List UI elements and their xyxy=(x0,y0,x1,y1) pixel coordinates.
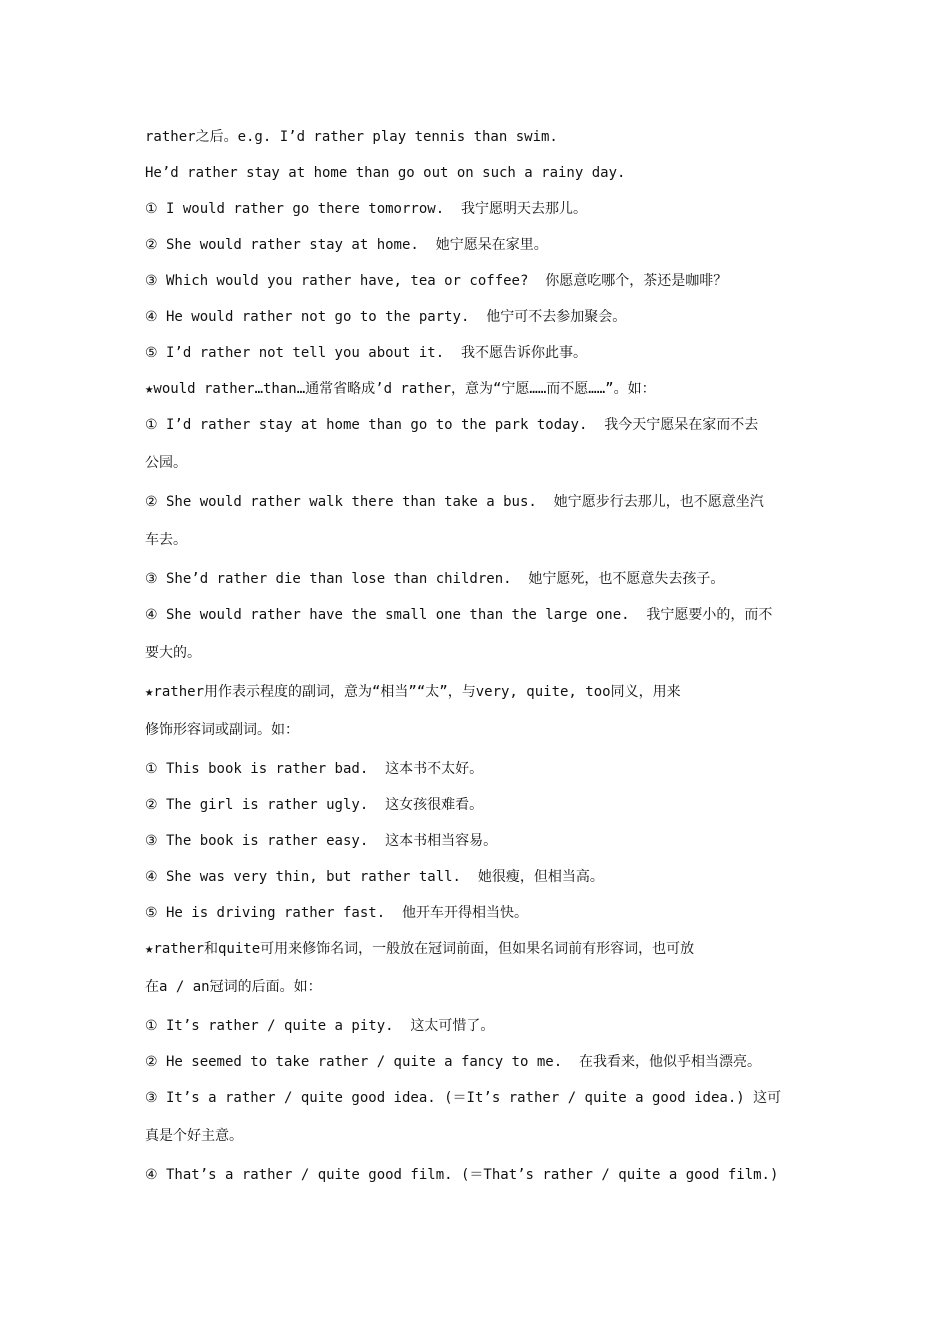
example-line: ① I’d rather stay at home than go to the park today. 我今天宁愿呆在家而不去 xyxy=(145,417,759,433)
example-line: ① I would rather go there tomorrow. 我宁愿明天去那儿。 xyxy=(145,201,587,217)
example-line: ④ That’s a rather / quite good film. (＝That’s rather / quite a good film.) xyxy=(145,1167,779,1183)
rule-heading: ★would rather…than…通常省略成’d rather，意为“宁愿……而不愿……”。如： xyxy=(145,381,656,397)
example-line: ③ She’d rather die than lose than children. 她宁愿死，也不愿意失去孩子。 xyxy=(145,571,725,587)
example-line: ② She would rather walk there than take a bus. 她宁愿步行去那儿，也不愿意坐汽 xyxy=(145,494,764,510)
example-line: ① It’s rather / quite a pity. 这太可惜了。 xyxy=(145,1018,495,1034)
text-line: rather之后。e.g. I’d rather play tennis than swim. xyxy=(145,129,558,145)
example-line: ① This book is rather bad. 这本书不太好。 xyxy=(145,761,484,777)
example-line: ④ She was very thin, but rather tall. 她很瘦，但相当高。 xyxy=(145,869,604,885)
text-line: He’d rather stay at home than go out on such a rainy day. xyxy=(145,165,626,181)
example-line-continued: 真是个好主意。 xyxy=(145,1128,243,1144)
rule-heading-continued: 在a / an冠词的后面。如： xyxy=(145,979,322,995)
example-line: ③ Which would you rather have, tea or coffee? 你愿意吃哪个，茶还是咖啡？ xyxy=(145,273,728,289)
rule-heading: ★rather用作表示程度的副词，意为“相当”“太”，与very, quite, too同义，用来 xyxy=(145,684,681,700)
example-line: ② She would rather stay at home. 她宁愿呆在家里。 xyxy=(145,237,548,253)
example-line: ② The girl is rather ugly. 这女孩很难看。 xyxy=(145,797,484,813)
example-line: ③ The book is rather easy. 这本书相当容易。 xyxy=(145,833,498,849)
rule-heading: ★rather和quite可用来修饰名词，一般放在冠词前面，但如果名词前有形容词，也可放 xyxy=(145,941,695,957)
example-line: ③ It’s a rather / quite good idea. (＝It’s rather / quite a good idea.) 这可 xyxy=(145,1090,782,1106)
example-line-continued: 车去。 xyxy=(145,532,187,548)
rule-heading-continued: 修饰形容词或副词。如： xyxy=(145,722,299,738)
document-body xyxy=(145,119,810,1193)
example-line-continued: 要大的。 xyxy=(145,645,201,661)
example-line: ② He seemed to take rather / quite a fancy to me. 在我看来，他似乎相当漂亮。 xyxy=(145,1054,761,1070)
example-line: ④ She would rather have the small one than the large one. 我宁愿要小的，而不 xyxy=(145,607,773,623)
example-line: ⑤ I’d rather not tell you about it. 我不愿告诉你此事。 xyxy=(145,345,587,361)
example-line: ⑤ He is driving rather fast. 他开车开得相当快。 xyxy=(145,905,528,921)
example-line-continued: 公园。 xyxy=(145,455,187,471)
example-line: ④ He would rather not go to the party. 他宁可不去参加聚会。 xyxy=(145,309,627,325)
